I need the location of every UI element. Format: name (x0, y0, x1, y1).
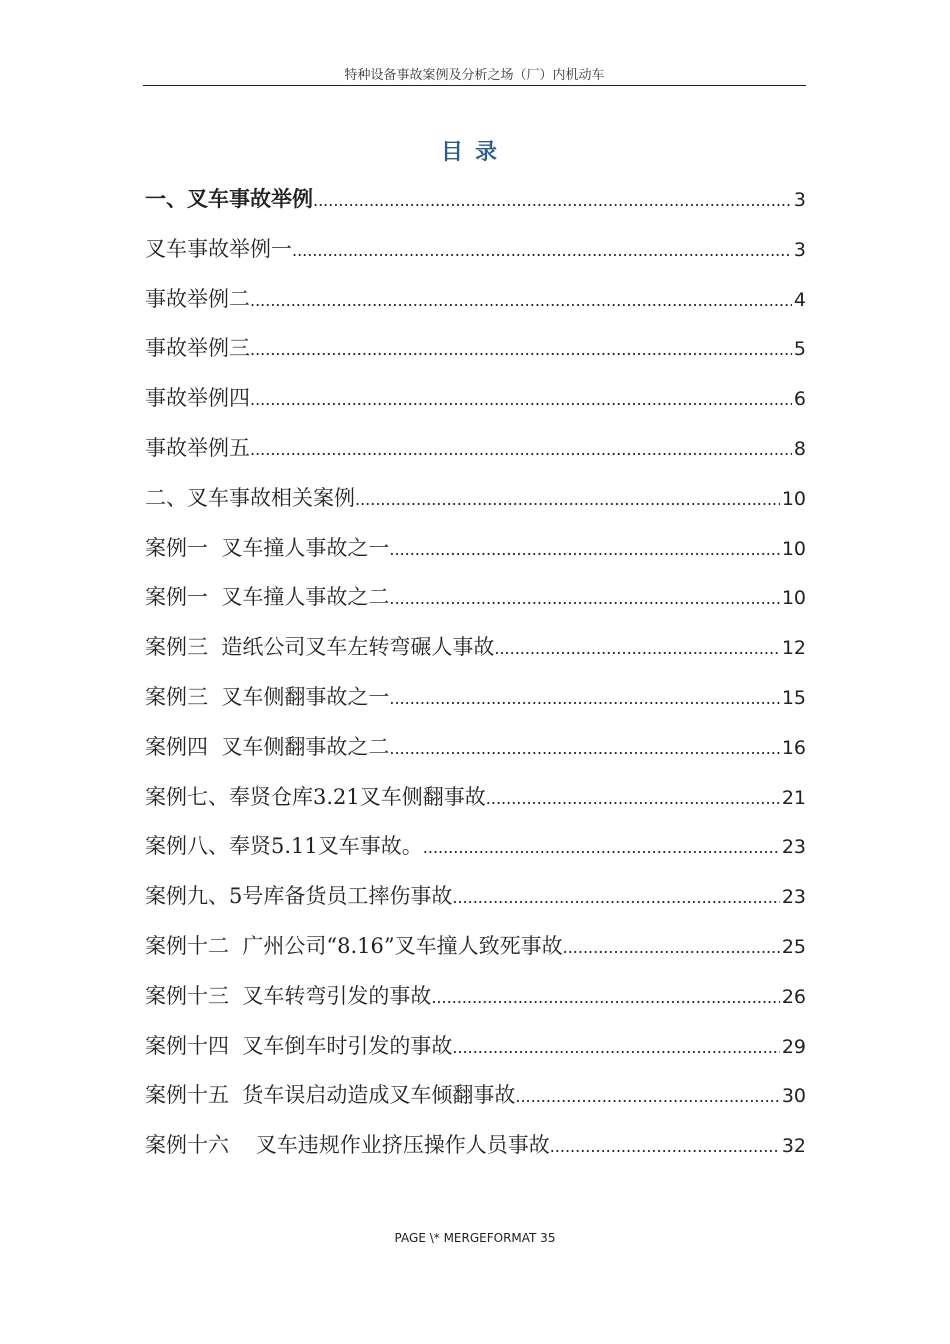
toc-leader-dots (389, 540, 779, 559)
toc-entry[interactable] (145, 980, 806, 1030)
toc-entry-label: 案例十三 叉车转弯引发的事故 (145, 983, 432, 1008)
toc-entry-label: 案例九、5号库备货员工摔伤事故 (145, 884, 453, 909)
toc-entry-page: 15 (781, 686, 806, 709)
toc-entry-label: 一、叉车事故举例 (145, 186, 313, 211)
toc-entry-page: 29 (781, 1035, 806, 1058)
page-footer: PAGE \* MERGEFORMAT 35 (394, 1231, 556, 1245)
toc-entry[interactable] (145, 1030, 806, 1080)
header-divider (143, 85, 806, 86)
toc-entry-label: 案例三 叉车侧翻事故之一 (145, 684, 390, 709)
toc-leader-dots (431, 988, 779, 1007)
toc-entry-page: 12 (781, 637, 806, 660)
toc-entry[interactable] (145, 781, 806, 831)
toc-entry[interactable] (145, 681, 806, 731)
table-of-contents (145, 183, 806, 1179)
toc-leader-dots (250, 440, 792, 459)
toc-entry-page: 23 (781, 886, 806, 909)
toc-leader-dots (389, 689, 779, 708)
toc-entry-label: 案例三 造纸公司叉车左转弯碾人事故 (145, 635, 495, 660)
toc-entry[interactable] (145, 1079, 806, 1129)
toc-leader-dots (563, 938, 780, 957)
toc-entry-page: 4 (793, 288, 806, 311)
toc-entry-page: 10 (781, 587, 806, 610)
toc-leader-dots (486, 789, 780, 808)
toc-entry-page: 25 (781, 935, 806, 958)
toc-entry[interactable] (145, 332, 806, 382)
toc-leader-dots (389, 739, 779, 758)
toc-entry-label: 案例四 叉车侧翻事故之二 (145, 734, 390, 759)
toc-entry[interactable] (145, 880, 806, 930)
toc-leader-dots (250, 390, 792, 409)
toc-entry-page: 26 (781, 985, 806, 1008)
toc-entry[interactable] (145, 382, 806, 432)
toc-leader-dots (494, 639, 779, 658)
toc-entry-page: 10 (781, 487, 806, 510)
toc-entry[interactable] (145, 482, 806, 532)
toc-entry[interactable] (145, 830, 806, 880)
toc-entry-page: 23 (781, 836, 806, 859)
toc-entry[interactable] (145, 283, 806, 333)
toc-entry-label: 案例八、奉贤5.11叉车事故。 (145, 834, 423, 859)
toc-entry[interactable] (145, 581, 806, 631)
toc-entry-label: 案例七、奉贤仓库3.21叉车侧翻事故 (145, 784, 486, 809)
toc-leader-dots (452, 1038, 779, 1057)
toc-entry-label: 事故举例三 (145, 336, 250, 361)
toc-entry-label: 案例十二 广州公司“8.16”叉车撞人致死事故 (145, 933, 563, 958)
toc-entry-label: 案例十四 叉车倒车时引发的事故 (145, 1033, 453, 1058)
toc-entry-page: 3 (793, 189, 806, 211)
toc-title: 目录 (440, 139, 509, 165)
toc-leader-dots (423, 838, 780, 857)
toc-entry-page: 32 (781, 1135, 806, 1158)
toc-entry-page: 16 (781, 736, 806, 759)
toc-leader-dots (292, 241, 792, 260)
toc-leader-dots (515, 1087, 779, 1106)
toc-entry-label: 事故举例五 (145, 435, 250, 460)
toc-entry-page: 30 (781, 1085, 806, 1108)
toc-entry-label: 事故举例四 (145, 386, 250, 411)
toc-entry[interactable] (145, 233, 806, 283)
toc-entry-page: 5 (793, 338, 806, 361)
toc-entry-label: 二、叉车事故相关案例 (145, 485, 355, 510)
toc-entry[interactable] (145, 183, 806, 233)
toc-entry[interactable] (145, 930, 806, 980)
toc-leader-dots (313, 191, 792, 210)
toc-entry[interactable] (145, 1129, 806, 1179)
toc-entry-page: 21 (781, 786, 806, 809)
toc-entry-label: 案例一 叉车撞人事故之一 (145, 535, 390, 560)
toc-leader-dots (452, 888, 779, 907)
toc-entry[interactable] (145, 432, 806, 482)
toc-leader-dots (250, 340, 792, 359)
toc-entry-label: 事故举例二 (145, 286, 250, 311)
toc-entry[interactable] (145, 731, 806, 781)
toc-leader-dots (550, 1137, 780, 1156)
toc-leader-dots (389, 589, 779, 608)
toc-leader-dots (250, 291, 792, 310)
toc-entry-label: 案例一 叉车撞人事故之二 (145, 585, 390, 610)
page-header: 特种设备事故案例及分析之场（厂）内机动车 (344, 68, 605, 83)
toc-entry-page: 8 (793, 437, 806, 460)
toc-entry[interactable] (145, 532, 806, 582)
toc-entry-page: 3 (793, 238, 806, 261)
toc-entry-page: 10 (781, 537, 806, 560)
toc-entry-label: 案例十六 叉车违规作业挤压操作人员事故 (145, 1133, 550, 1158)
toc-entry-label: 叉车事故举例一 (145, 236, 292, 261)
toc-entry[interactable] (145, 631, 806, 681)
toc-entry-label: 案例十五 货车误启动造成叉车倾翻事故 (145, 1083, 516, 1108)
toc-leader-dots (355, 490, 780, 509)
toc-entry-page: 6 (793, 388, 806, 411)
